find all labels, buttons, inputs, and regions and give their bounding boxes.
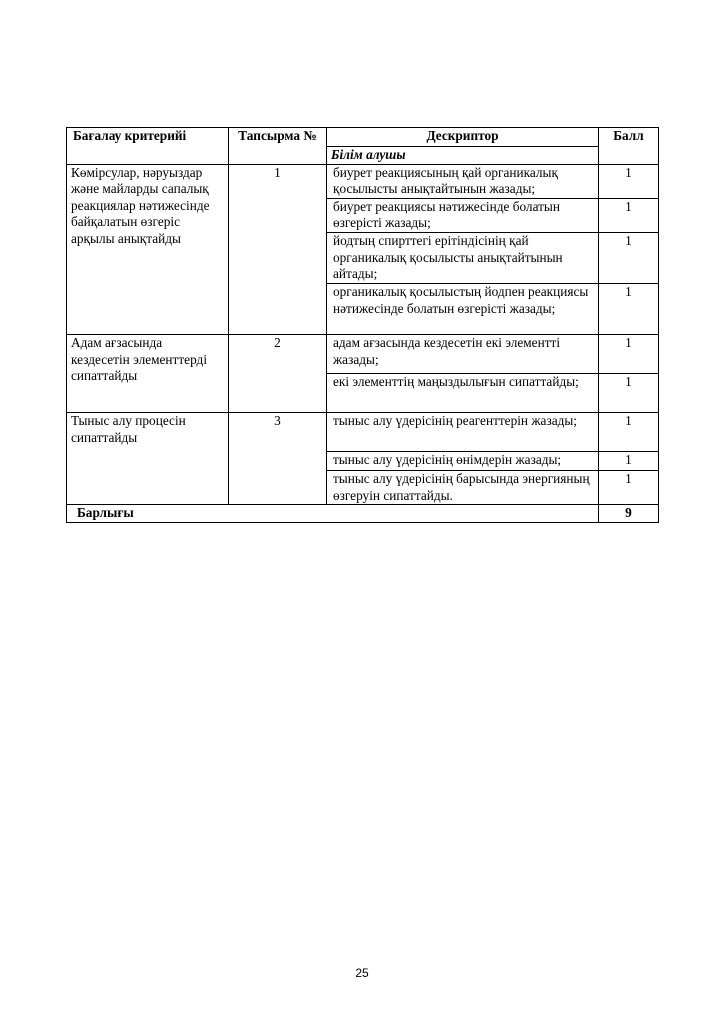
descriptor-cell: биурет реакциясының қай органикалық қосылысты анықтайтынын жазады; [327, 164, 599, 198]
header-criteria: Бағалау критерийі [67, 128, 229, 165]
page-number: 25 [355, 966, 369, 980]
descriptor-cell: биурет реакциясы нәтижесінде болатын өзгерісті жазады; [327, 198, 599, 232]
total-row [67, 505, 659, 523]
descriptor-cell: тыныс алу үдерісінің реагенттерін жазады; [327, 412, 599, 451]
score-cell: 1 [599, 232, 659, 283]
task-number-cell: 3 [229, 412, 327, 504]
score-cell: 1 [599, 334, 659, 373]
header-subheader: Білім алушы [327, 147, 599, 165]
criterion-cell: Адам ағзасында кездесетін элементтерді сипаттайды [67, 334, 229, 412]
total-value: 9 [599, 505, 659, 523]
assessment-sheet [66, 127, 658, 523]
score-cell: 1 [599, 470, 659, 504]
header-task-no: Тапсырма № [229, 128, 327, 165]
table-row [67, 164, 659, 198]
criterion-cell: Көмірсулар, нәруыздар және майларды сапалық реакциялар нәтижесінде байқалатын өзгеріс арқылы анықтайды [67, 164, 229, 334]
task-number-cell: 1 [229, 164, 327, 334]
descriptor-cell: екі элементтің маңыздылығын сипаттайды; [327, 373, 599, 412]
score-cell: 1 [599, 198, 659, 232]
table-header-row [67, 128, 659, 147]
score-cell: 1 [599, 164, 659, 198]
score-cell: 1 [599, 283, 659, 334]
table-row [67, 334, 659, 373]
assessment-rubric-table [66, 127, 659, 523]
descriptor-cell: тыныс алу үдерісінің өнімдерін жазады; [327, 451, 599, 470]
descriptor-cell: тыныс алу үдерісінің барысында энергияның өзгеруін сипаттайды. [327, 470, 599, 504]
total-label: Барлығы [67, 505, 599, 523]
task-number-cell: 2 [229, 334, 327, 412]
criterion-cell: Тыныс алу процесін сипаттайды [67, 412, 229, 504]
score-cell: 1 [599, 451, 659, 470]
score-cell: 1 [599, 373, 659, 412]
header-score: Балл [599, 128, 659, 165]
descriptor-cell: йодтың спирттегі ерітіндісінің қай органикалық қосылысты анықтайтынын айтады; [327, 232, 599, 283]
header-descriptor: Дескриптор [327, 128, 599, 147]
descriptor-cell: органикалық қосылыстың йодпен реакциясы нәтижесінде болатын өзгерісті жазады; [327, 283, 599, 334]
descriptor-cell: адам ағзасында кездесетін екі элементті жазады; [327, 334, 599, 373]
table-row [67, 412, 659, 451]
score-cell: 1 [599, 412, 659, 451]
